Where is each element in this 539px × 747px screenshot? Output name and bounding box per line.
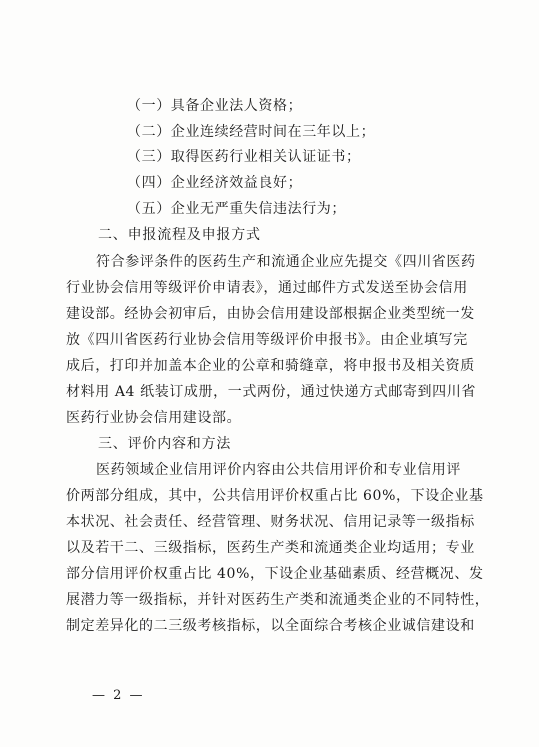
paragraph-line: 放《四川省医药行业协会信用等级评价申报书》。由企业填写完 [66,332,468,348]
eligibility-item-4: （四）企业经济效益良好； [127,175,303,191]
paragraph-line: 制定差异化的二三级考核指标，以全面综合考核企业诚信建设和 [66,618,475,634]
eligibility-item-5: （五）企业无严重失信违法行为； [127,201,346,217]
paragraph-line: 医药行业协会信用建设部。 [66,410,242,426]
page-number: — 2 — [92,688,145,703]
paragraph-line: 成后，打印并加盖本企业的公章和骑缝章，将申报书及相关资质 [66,358,475,374]
eligibility-item-3: （三）取得医药行业相关认证证书； [127,149,361,165]
paragraph-line: 价两部分组成，其中，公共信用评价权重占比 60%，下设企业基 [66,488,484,504]
section-heading-application-process: 二、申报流程及申报方式 [98,227,261,243]
paragraph-line: 行业协会信用等级评价申请表》，通过邮件方式发送至协会信用 [66,280,468,296]
eligibility-item-1: （一）具备企业法人资格； [127,98,303,114]
eligibility-item-2: （二）企业连续经营时间在三年以上； [127,124,376,140]
paragraph-line: 符合参评条件的医药生产和流通企业应先提交《四川省医药 [96,254,476,270]
paragraph-line: 医药领域企业信用评价内容由公共信用评价和专业信用评 [96,462,461,478]
paragraph-line: 建设部。经协会初审后，由协会信用建设部根据企业类型统一发 [66,306,475,322]
section-heading-evaluation-content: 三、评价内容和方法 [98,436,232,452]
paragraph-line: 以及若干二、三级指标，医药生产类和流通类企业均适用；专业 [66,540,475,556]
paragraph-line: 本状况、社会责任、经营管理、财务状况、信用记录等一级指标 [66,514,475,530]
paragraph-line: 材料用 A4 纸装订成册，一式两份，通过快递方式邮寄到四川省 [66,384,476,400]
paragraph-line: 展潜力等一级指标，并针对医药生产类和流通类企业的不同特性， [66,592,490,608]
paragraph-line: 部分信用评价权重占比 40%，下设企业基础素质、经营概况、发 [66,566,484,582]
